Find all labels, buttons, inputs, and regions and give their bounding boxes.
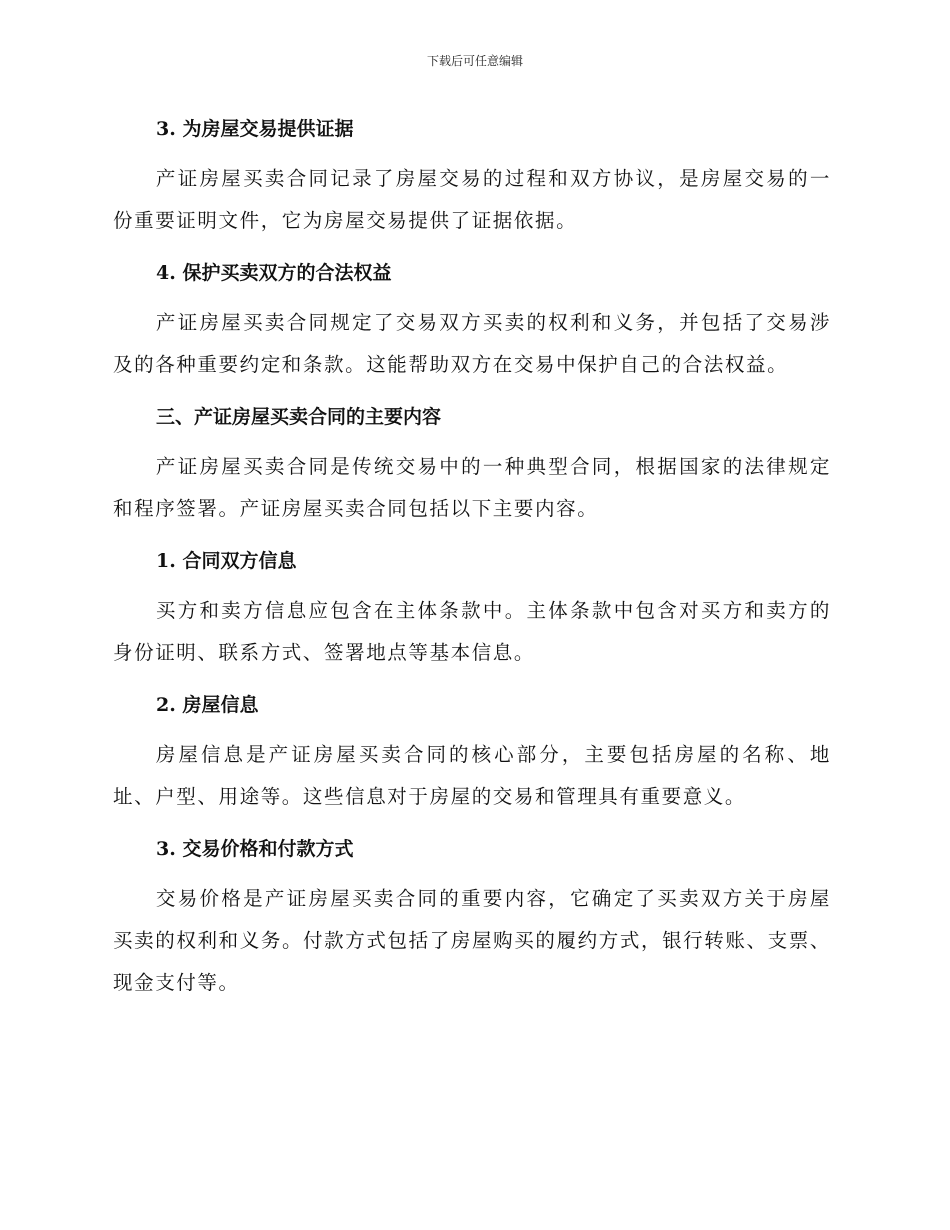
section-heading-3-evidence: 3. 为房屋交易提供证据 <box>156 118 354 140</box>
paragraph-main-content: 产证房屋买卖合同是传统交易中的一种典型合同，根据国家的法律规定和程序签署。产证房屋买卖合同包括以下主要内容。 <box>113 455 831 520</box>
paragraph-parties: 买方和卖方信息应包含在主体条款中。主体条款中包含对买方和卖方的身份证明、联系方式、签署地点等基本信息。 <box>113 599 831 664</box>
paragraph-evidence: 产证房屋买卖合同记录了房屋交易的过程和双方协议，是房屋交易的一份重要证明文件，它为房屋交易提供了证据依据。 <box>113 167 831 232</box>
page-header: 下载后可任意编辑 <box>426 54 523 68</box>
paragraph-rights: 产证房屋买卖合同规定了交易双方买卖的权利和义务，并包括了交易涉及的各种重要约定和条款。这能帮助双方在交易中保护自己的合法权益。 <box>113 311 831 376</box>
section-heading-2-house-info: 2. 房屋信息 <box>156 694 259 716</box>
document-body <box>113 108 831 1014</box>
chapter-heading-main-content: 三、产证房屋买卖合同的主要内容 <box>156 406 442 428</box>
paragraph-price-payment: 交易价格是产证房屋买卖合同的重要内容，它确定了买卖双方关于房屋买卖的权利和义务。付款方式包括了房屋购买的履约方式，银行转账、支票、现金支付等。 <box>113 887 831 994</box>
paragraph-house-info: 房屋信息是产证房屋买卖合同的核心部分，主要包括房屋的名称、地址、户型、用途等。这些信息对于房屋的交易和管理具有重要意义。 <box>113 743 831 808</box>
section-heading-4-rights: 4. 保护买卖双方的合法权益 <box>156 262 392 284</box>
section-heading-3-price-payment: 3. 交易价格和付款方式 <box>156 838 354 860</box>
section-heading-1-parties: 1. 合同双方信息 <box>156 550 297 572</box>
